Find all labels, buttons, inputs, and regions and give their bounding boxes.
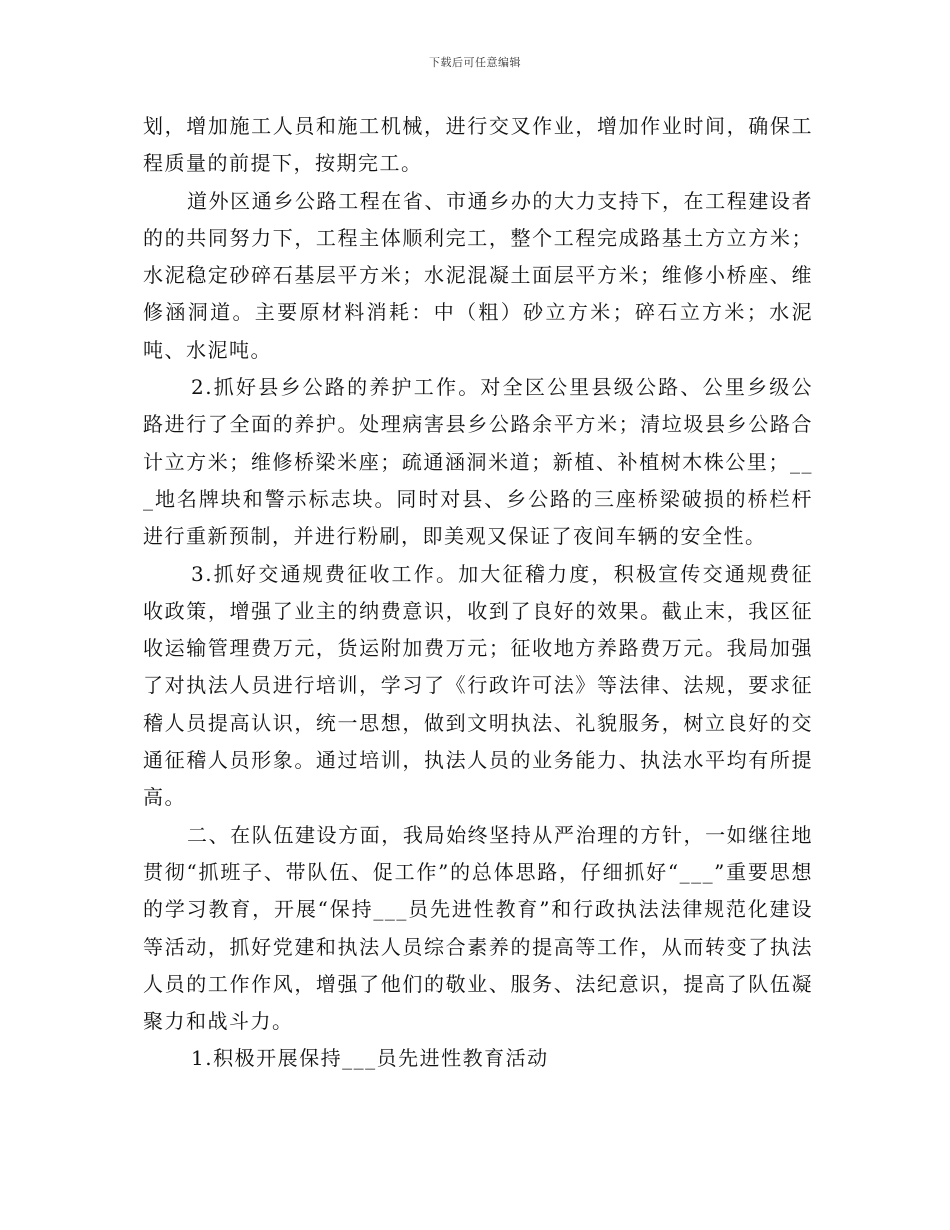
paragraph-rural-road-project: 道外区通乡公路工程在省、市通乡办的大力支持下，在工程建设者的的共同努力下，工程主体顺利完工，整个工程完成路基土方立方米；水泥稳定砂碎石基层平方米；水泥混凝土面层平方米；维修小桥座、维修涵洞道。主要原材料消耗：中（粗）砂立方米；碎石立方米；水泥吨、水泥吨。: [143, 188, 813, 362]
paragraph-fee-collection: 3.抓好交通规费征收工作。加大征稽力度，积极宣传交通规费征收政策，增强了业主的纳费意识，收到了良好的效果。截止末，我区征收运输管理费万元，货运附加费万元；征收地方养路费万元。我局加强了对执法人员进行培训，学习了《行政许可法》等法律、法规，要求征稽人员提高认识，统一思想，做到文明执法、礼貌服务，树立良好的交通征稽人员形象。通过培训，执法人员的业务能力、执法水平均有所提高。: [143, 561, 813, 810]
document-body: [143, 108, 813, 1078]
paragraph-road-maintenance: 2.抓好县乡公路的养护工作。对全区公里县级公路、公里乡级公路进行了全面的养护。处理病害县乡公路余平方米；清垃圾县乡公路合计立方米；维修桥梁米座；疏通涵洞米道；新植、补植树木株公里；___地名牌块和警示标志块。同时对县、乡公路的三座桥梁破损的桥栏杆进行重新预制，并进行粉刷，即美观又保证了夜间车辆的安全性。: [143, 375, 813, 549]
page-header: 下载后可任意编辑: [429, 56, 521, 69]
paragraph-construction-plan: 划，增加施工人员和施工机械，进行交叉作业，增加作业时间，确保工程质量的前提下，按期完工。: [143, 114, 813, 176]
paragraph-education-activity: 1.积极开展保持___员先进性教育活动: [191, 1046, 549, 1071]
paragraph-team-building: 二、在队伍建设方面，我局始终坚持从严治理的方针，一如继往地贯彻“抓班子、带队伍、促工作”的总体思路，仔细抓好“___”重要思想的学习教育，开展“保持___员先进性教育”和行政执法法律规范化建设等活动，抓好党建和执法人员综合素养的提高等工作，从而转变了执法人员的工作作风，增强了他们的敬业、服务、法纪意识，提高了队伍凝聚力和战斗力。: [143, 822, 813, 1034]
